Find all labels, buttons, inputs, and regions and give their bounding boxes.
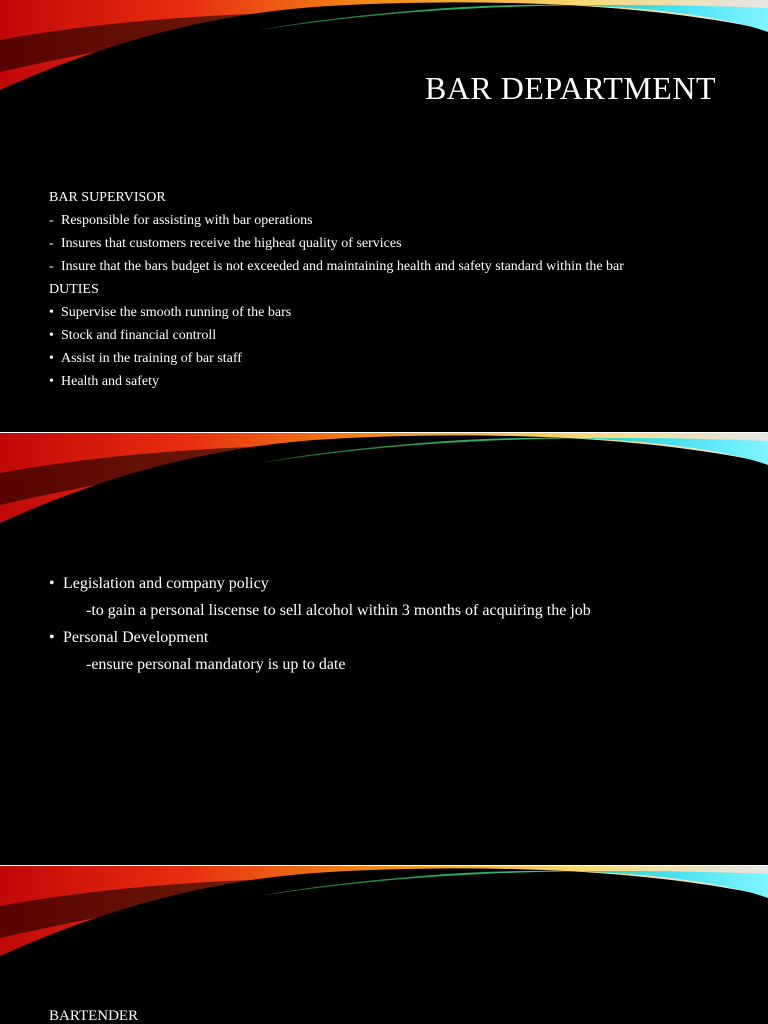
list-item: • Supervise the smooth running of the bars bbox=[49, 305, 292, 320]
list-item: • Legislation and company policy -to gain a personal liscense to sell alcohol within 3 months of acquiring the job bbox=[49, 570, 591, 624]
list-item-detail: -ensure personal mandatory is up to date bbox=[86, 656, 346, 673]
list-item: • Stock and financial controll bbox=[49, 328, 217, 343]
list-item: • Assist in the training of bar staff bbox=[49, 351, 242, 366]
slide-title: BAR DEPARTMENT bbox=[424, 70, 716, 106]
role-heading: BARTENDER bbox=[49, 1008, 139, 1024]
slide-2 bbox=[0, 433, 768, 865]
list-item: - Insures that customers receive the higheat quality of services bbox=[49, 236, 402, 251]
role-heading: BAR SUPERVISOR bbox=[49, 190, 166, 205]
list-item-detail: -to gain a personal liscense to sell alcohol within 3 months of acquiring the job bbox=[86, 602, 591, 619]
list-item: • Health and safety bbox=[49, 374, 159, 389]
duties-list bbox=[49, 301, 291, 393]
responsibilities-list bbox=[49, 209, 624, 278]
policy-list bbox=[49, 570, 591, 678]
swoosh-decoration bbox=[0, 866, 768, 966]
list-item: - Responsible for assisting with bar operations bbox=[49, 213, 313, 228]
swoosh-decoration bbox=[0, 433, 768, 533]
duties-heading: DUTIES bbox=[49, 282, 99, 297]
slide-1 bbox=[0, 0, 768, 432]
list-item: • Personal Development -ensure personal mandatory is up to date bbox=[49, 624, 591, 678]
slide-3 bbox=[0, 866, 768, 1024]
list-item: - Insure that the bars budget is not exceeded and maintaining health and safety standard within the bar bbox=[49, 259, 624, 274]
